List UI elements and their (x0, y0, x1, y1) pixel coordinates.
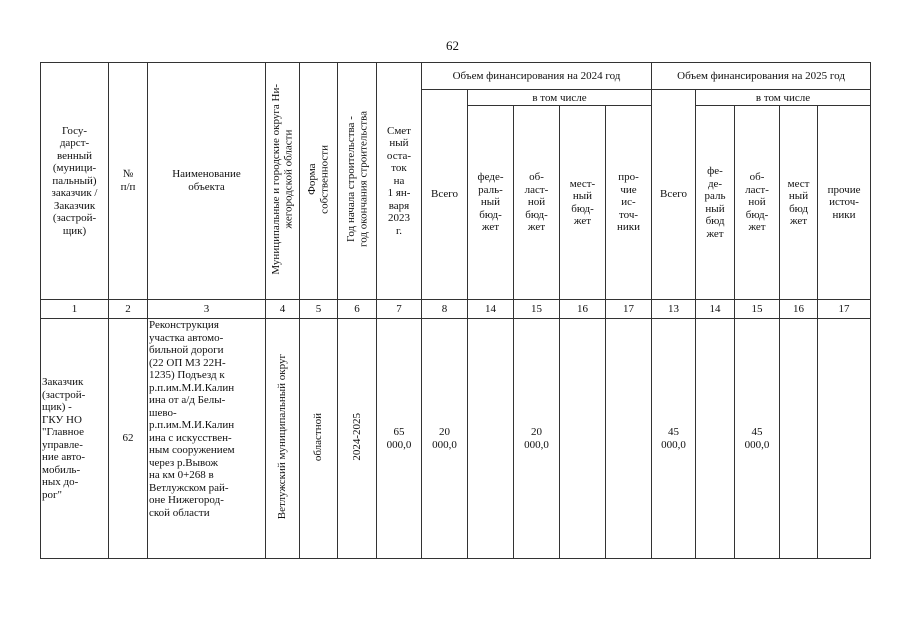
header-fed-2024: федe- раль- ный бюд- жет (468, 106, 514, 300)
row-oth-2024 (606, 319, 652, 559)
col-num: 3 (148, 299, 266, 318)
header-municipality: Муниципальные и городские округа Ни- жегородской области (270, 83, 295, 275)
row-reg-2024: 20 000,0 (514, 319, 560, 559)
col-num: 8 (422, 299, 468, 318)
row-customer: Заказчик (застрой- щик) - ГКУ НО "Главное управле- ние авто- мобиль- ных до- рог" (41, 319, 109, 559)
header-years-cell (338, 63, 377, 300)
row-total-2025: 45 000,0 (652, 319, 696, 559)
header-total-2025: Всего (652, 90, 696, 300)
table-row (41, 319, 871, 559)
row-years-cell (338, 319, 377, 559)
header-fed-2025: фе- де- раль ный бюд жет (696, 106, 735, 300)
col-num: 16 (560, 299, 606, 318)
row-total-2024: 20 000,0 (422, 319, 468, 559)
row-loc-2025 (780, 319, 818, 559)
header-oth-2024: про- чие ис- точ- ники (606, 106, 652, 300)
header-name: Наименование объекта (148, 63, 266, 300)
col-num: 17 (606, 299, 652, 318)
col-num: 13 (652, 299, 696, 318)
row-reg-2025: 45 000,0 (735, 319, 780, 559)
row-balance: 65 000,0 (377, 319, 422, 559)
column-number-row (41, 299, 871, 318)
header-balance: Смет ный оста- ток на 1 ян- варя 2023 г. (377, 63, 422, 300)
header-total-2024: Всего (422, 90, 468, 300)
header-including-2025: в том числе (696, 90, 871, 106)
col-num: 15 (514, 299, 560, 318)
header-municipality-cell (266, 63, 300, 300)
header-fin-2025: Объем финансирования на 2025 год (652, 63, 871, 90)
col-num: 15 (735, 299, 780, 318)
row-fed-2024 (468, 319, 514, 559)
col-num: 16 (780, 299, 818, 318)
row-loc-2024 (560, 319, 606, 559)
col-num: 4 (266, 299, 300, 318)
header-loc-2024: мест- ный бюд- жет (560, 106, 606, 300)
row-municipality: Ветлужский муниципальный округ (276, 354, 289, 520)
col-num: 1 (41, 299, 109, 318)
header-num: № п/п (109, 63, 148, 300)
header-including-2024: в том числе (468, 90, 652, 106)
header-reg-2025: об- ласт- ной бюд- жет (735, 106, 780, 300)
header-reg-2024: об- ласт- ной бюд- жет (514, 106, 560, 300)
row-ownership-cell (300, 319, 338, 559)
header-ownership-cell (300, 63, 338, 300)
investment-table (40, 62, 871, 559)
header-row-1 (41, 63, 871, 90)
row-years: 2024-2025 (350, 412, 363, 461)
col-num: 7 (377, 299, 422, 318)
row-object-name: Реконструкция участка автомо- бильной дороги (22 ОП МЗ 22Н- 1235) Подъезд к р.п.им.М.И.Калин ина от а/д Белы- шево- р.п.им.М.И.Калин ина с искусствен- ным сооружением через р.Вывож на км 0+268 в Ветлужском рай- оне Нижегород- ской области (148, 319, 266, 559)
col-num: 14 (468, 299, 514, 318)
header-loc-2025: мест ный бюд жет (780, 106, 818, 300)
col-num: 14 (696, 299, 735, 318)
header-customer: Госу- дарст- венный (муници- пальный) заказчик / Заказчик (застрой- щик) (41, 63, 109, 300)
header-ownership: Форма собственности (306, 144, 331, 214)
col-num: 5 (300, 299, 338, 318)
col-num: 6 (338, 299, 377, 318)
col-num: 17 (818, 299, 871, 318)
header-fin-2024: Объем финансирования на 2024 год (422, 63, 652, 90)
page-number: 62 (446, 38, 459, 53)
header-years: Год начала строительства - год окончания строительства (344, 111, 369, 248)
row-fed-2025 (696, 319, 735, 559)
row-municipality-cell (266, 319, 300, 559)
row-ownership: областной (312, 412, 325, 461)
row-oth-2025 (818, 319, 871, 559)
col-num: 2 (109, 299, 148, 318)
row-num: 62 (109, 319, 148, 559)
header-oth-2025: прочие источ- ники (818, 106, 871, 300)
